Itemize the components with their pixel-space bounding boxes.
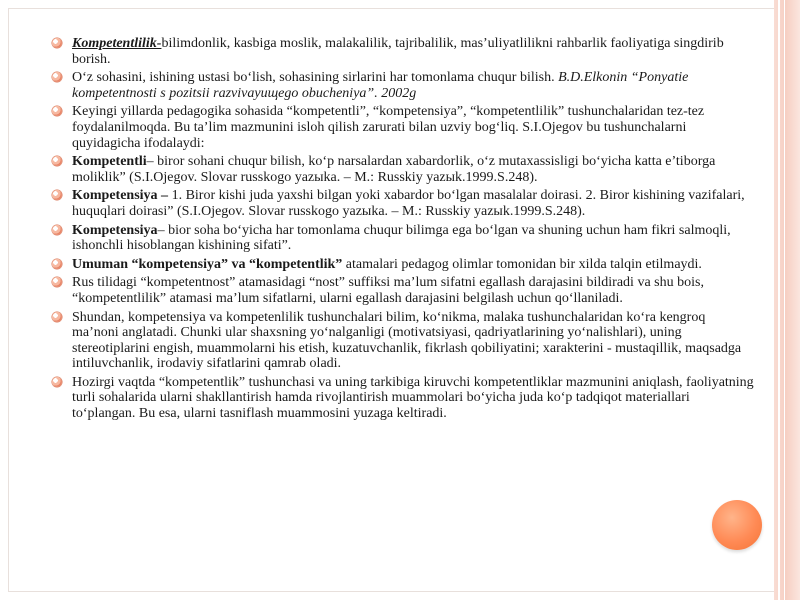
bullet-icon [52, 377, 62, 387]
item-text: Rus tilidagi “kompetentnost” atamasidagi “nost” suffiksi ma’lum sifatni egallash darajasini bildiradi va shu bois, “kompetentlilik” atamasi ma’lum sifatlarni, ularni egallash darajasini belgilash uchun qo‘llaniladi. [72, 275, 704, 306]
bullet-icon [52, 106, 62, 116]
list-item [48, 310, 754, 372]
list-item [48, 188, 754, 219]
bullet-icon [52, 312, 62, 322]
bullet-icon [52, 72, 62, 82]
term-kompetentli: Kompetentli [72, 154, 147, 170]
list-item [48, 154, 754, 185]
item-text: Hozirgi vaqtda “kompetentlik” tushunchasi va uning tarkibiga kiruvchi kompetentliklar mazmunini aniqlash, faoliyatning turli sohalarida ularni shakllantirish hamda rivojlantirish muammolari bo‘yicha juda ko‘p tadqiqot materiallari to‘plangan. Bu esa, ularni tasniflash muammosini yuzaga keltiradi. [72, 374, 754, 422]
item-text: – bior soha bo‘yicha har tomonlama chuqur bilimga ega bo‘lgan va shuning uchun ham fikri salmoqli, ishonchli hisoblangan kishining sifati”. [72, 222, 731, 254]
item-text: atamalari pedagog olimlar tomonidan bir xilda talqin etilmaydi. [342, 256, 702, 272]
list-item [48, 375, 754, 422]
item-text: Keyingi yillarda pedagogika sohasida “kompetentli”, “kompetensiya”, “kompetentlilik” tushunchalaridan tez-tez foydalanilmoqda. Bu ta’lim mazmunini isloh qilish zarurati bilan uzviy bog‘liq. S.I.Ojegov bu tushunchalarni quyidagicha ifodalaydi: [72, 104, 705, 151]
item-text: O‘z sohasini, ishining ustasi bo‘lish, sohasining sirlarini har tomonlama chuqur bilish. [72, 70, 559, 86]
list-item [48, 36, 754, 67]
list-item [48, 257, 754, 273]
item-text: 1. Biror kishi juda yaxshi bilgan yoki xabardor bo‘lgan masalalar doirasi. 2. Biror kishining vazifalari, huquqlari doirasi” (S.I.Ojegov. Slovar russkogo yazыka. – M.: Russkiy yazыk.1999.S.248). [72, 188, 745, 219]
term-kompetensiya: Kompetensiya [72, 222, 158, 238]
bullet-icon [52, 277, 62, 287]
bullet-icon [52, 259, 62, 269]
bullet-icon [52, 156, 62, 166]
citation-text: B.D.Elkonin “Ponyatie kompetentnosti s pozitsii razvivayuщego obucheniya”. 2002g [72, 70, 689, 101]
decorative-side-stripe [774, 0, 800, 600]
list-item [48, 70, 754, 101]
term-atamalar: Umuman “kompetensiya” va “kompetentlik” [72, 256, 343, 272]
decorative-circle [712, 500, 762, 550]
item-text: Shundan, kompetensiya va kompetenlilik tushunchalari bilim, ko‘nikma, malaka tushunchalaridan ko‘ra kengroq ma’noni anglatadi. Chunki ular shaxsning yo‘nalganligi (motivatsiyasi, qadriyatlarining yo‘nalishlari), uning stereotiplarini engish, muammolarni his etish, kuzatuvchanlik, fikrlash qobiliyatini; xarakterini - mustaqillik, maqsadga intiluvchanlik, irodaviy sifatlarini qamrab oladi. [72, 309, 742, 372]
item-text: bilimdonlik, kasbiga moslik, malakalilik, tajribalilik, mas’uliyatlilikni rahbarlik faoliyatiga singdirib borish. [72, 36, 724, 67]
item-text: – biror sohani chuqur bilish, ko‘p narsalardan xabardorlik, o‘z mutaxassisligi bo‘yicha katta e’tiborga moliklik” (S.I.Ojegov. Slovar russkogo yazыka. – M.: Russkiy yazыk.1999.S.248). [72, 154, 716, 185]
bullet-icon [52, 190, 62, 200]
list-item [48, 223, 754, 254]
list-item [48, 104, 754, 151]
bullet-icon [52, 225, 62, 235]
term-kompetensiya: Kompetensiya – [72, 188, 169, 204]
slide-content [48, 36, 754, 425]
bullet-icon [52, 38, 62, 48]
list-item [48, 275, 754, 306]
term-kompetentlilik: Kompetentlilik- [72, 36, 162, 51]
